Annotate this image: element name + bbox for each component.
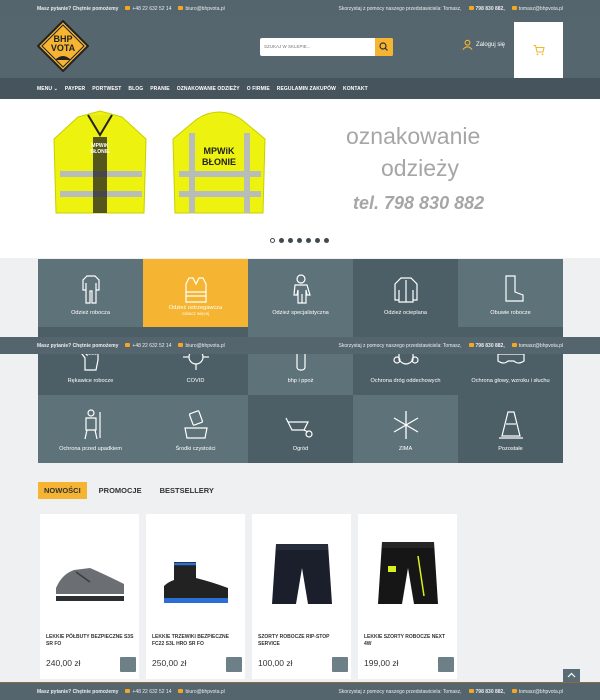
logo[interactable] bbox=[37, 20, 89, 72]
search-icon bbox=[375, 38, 393, 56]
svg-text:BHP: BHP bbox=[53, 34, 73, 44]
harness-icon bbox=[74, 408, 108, 442]
phone-icon bbox=[469, 689, 474, 693]
nav-o-firmie[interactable]: O FIRMIE bbox=[246, 85, 270, 92]
cleaning-icon bbox=[179, 408, 213, 442]
hazmat-suit-icon bbox=[284, 272, 318, 306]
hi-vis-jacket-front-image bbox=[167, 109, 272, 229]
rep-email-link[interactable]: tomasz@bhpvota.pl bbox=[512, 343, 563, 349]
category-odziez-robocza[interactable]: Odzież robocza bbox=[38, 259, 143, 327]
product-name[interactable]: LEKKIE SZORTY ROBOCZE NEXT 4W bbox=[364, 634, 446, 647]
nav-payper[interactable]: PAYPER bbox=[64, 85, 86, 92]
phone-icon bbox=[125, 6, 130, 10]
email-link[interactable]: biuro@bhpvota.pl bbox=[178, 343, 224, 349]
slider-dot[interactable] bbox=[315, 238, 320, 243]
hi-vis-jacket-back-image bbox=[48, 109, 153, 229]
slider-dot[interactable] bbox=[288, 238, 293, 243]
add-to-cart-button[interactable] bbox=[120, 657, 136, 672]
nav-kontakt[interactable]: KONTAKT bbox=[342, 85, 368, 92]
navy-shorts-image bbox=[262, 526, 342, 624]
category-bhp-ppoz[interactable]: bhp i ppoż bbox=[248, 327, 353, 395]
mail-icon bbox=[512, 343, 517, 347]
phone-link[interactable]: +48 22 632 52 14 bbox=[125, 343, 171, 349]
banner-heading-line1: oznakowanie bbox=[346, 123, 481, 149]
email-link[interactable]: biuro@bhpvota.pl bbox=[178, 689, 224, 695]
black-shorts-image bbox=[368, 526, 448, 624]
product-name[interactable]: LEKKIE PÓŁBUTY BEZPIECZNE S3S SR FO bbox=[46, 634, 134, 647]
main-nav bbox=[0, 78, 600, 99]
rep-email-link[interactable]: tomasz@bhpvota.pl bbox=[512, 6, 563, 12]
product-card[interactable] bbox=[252, 514, 351, 679]
login-link[interactable] bbox=[462, 39, 505, 50]
category-grid bbox=[38, 259, 563, 464]
product-card[interactable] bbox=[40, 514, 139, 679]
rep-phone-link[interactable]: 798 830 882, bbox=[469, 6, 505, 12]
svg-text:BŁONIE: BŁONIE bbox=[201, 157, 237, 167]
rep-text: Skorzystaj z pomocy naszego przedstawiciela: Tomasz, bbox=[338, 5, 462, 12]
product-price: 250,00 zł bbox=[152, 658, 187, 668]
tab-bestsellery[interactable]: BESTSELLERY bbox=[159, 486, 214, 495]
category-ogrod[interactable]: Ogród bbox=[248, 395, 353, 463]
search-input[interactable]: SZUKAJ W SKLEPIE... bbox=[264, 44, 311, 49]
product-list bbox=[40, 514, 457, 679]
product-name[interactable]: LEKKIE TRZEWIKI BEZPIECZNE FC22 S3L HRO SR FO bbox=[152, 634, 229, 647]
login-label: Zaloguj się bbox=[476, 41, 506, 48]
banner-phone: tel. 798 830 882 bbox=[353, 193, 485, 213]
mail-icon bbox=[512, 6, 517, 10]
product-tabs bbox=[38, 482, 220, 499]
svg-text:VOTA: VOTA bbox=[50, 43, 76, 53]
slider-dots bbox=[270, 238, 329, 243]
product-price: 240,00 zł bbox=[46, 658, 81, 668]
category-odziez-ocieplana[interactable]: Odzież ocieplana bbox=[353, 259, 458, 327]
user-icon bbox=[462, 39, 473, 50]
rep-text: Skorzystaj z pomocy naszego przedstawiciela: Tomasz, bbox=[338, 688, 462, 695]
category-odziez-ostrzegawcza[interactable]: Odzież ostrzegawcza zobacz więcej bbox=[143, 259, 248, 327]
category-rekawice-robocze[interactable]: Rękawice robocze bbox=[38, 327, 143, 395]
phone-link[interactable]: +48 22 632 52 14 bbox=[125, 6, 171, 12]
mail-icon bbox=[178, 343, 183, 347]
email-link[interactable]: biuro@bhpvota.pl bbox=[178, 6, 224, 12]
category-ochrona-przed-upadkiem[interactable]: Ochrona przed upadkiem bbox=[38, 395, 143, 463]
nav-blog[interactable]: BLOG bbox=[128, 85, 144, 92]
product-price: 100,00 zł bbox=[258, 658, 293, 668]
phone-icon bbox=[125, 689, 130, 693]
phone-icon bbox=[469, 6, 474, 10]
nav-oznakowanie[interactable]: OZNAKOWANIE ODZIEŻY bbox=[176, 85, 240, 92]
product-card[interactable] bbox=[146, 514, 245, 679]
see-more-link[interactable]: zobacz więcej bbox=[181, 311, 210, 316]
winter-jacket-icon bbox=[389, 272, 423, 306]
nav-portwest[interactable]: PORTWEST bbox=[92, 85, 122, 92]
category-ochrona-glowy[interactable]: Ochrona głowy, wzroku i słuchu bbox=[458, 327, 563, 395]
slider-dot[interactable] bbox=[270, 238, 275, 243]
phone-icon bbox=[469, 343, 474, 347]
chevron-up-icon bbox=[563, 669, 580, 682]
svg-text:BŁONIE: BŁONIE bbox=[90, 149, 110, 155]
snowflake-icon bbox=[389, 408, 423, 442]
sticky-info-bar bbox=[0, 337, 600, 354]
cone-icon bbox=[494, 408, 528, 442]
phone-link[interactable]: +48 22 632 52 14 bbox=[125, 689, 171, 695]
svg-text:MPWiK: MPWiK bbox=[91, 143, 109, 149]
search-bar bbox=[260, 38, 393, 56]
coverall-icon bbox=[74, 272, 108, 306]
scroll-to-top-button[interactable] bbox=[563, 669, 580, 682]
wheelbarrow-icon bbox=[284, 408, 318, 442]
search-button[interactable] bbox=[375, 38, 393, 56]
help-question: Masz pytanie? Chętnie pomożemy bbox=[37, 342, 119, 349]
boot-icon bbox=[494, 272, 528, 306]
rep-email-link[interactable]: tomasz@bhpvota.pl bbox=[512, 689, 563, 695]
tab-promocje[interactable]: PROMOCJE bbox=[98, 486, 142, 495]
slider-dot[interactable] bbox=[324, 238, 329, 243]
bottom-info-bar bbox=[0, 683, 600, 700]
grey-shoe-image bbox=[50, 526, 130, 624]
add-to-cart-button[interactable] bbox=[226, 657, 242, 672]
rep-text: Skorzystaj z pomocy naszego przedstawiciela: Tomasz, bbox=[338, 342, 462, 349]
category-covid[interactable]: COVID bbox=[143, 327, 248, 395]
help-question: Masz pytanie? Chętnie pomożemy bbox=[37, 688, 119, 695]
cart-icon bbox=[533, 44, 545, 56]
nav-regulamin[interactable]: REGULAMIN ZAKUPÓW bbox=[276, 85, 336, 92]
phone-icon bbox=[125, 343, 130, 347]
add-to-cart-button[interactable] bbox=[438, 657, 454, 672]
help-question: Masz pytanie? Chętnie pomożemy bbox=[37, 5, 119, 12]
category-obuwie-robocze[interactable]: Obuwie robocze bbox=[458, 259, 563, 327]
site-header bbox=[0, 17, 600, 78]
black-boot-image bbox=[156, 526, 236, 624]
hero-banner[interactable] bbox=[0, 99, 600, 258]
category-zima[interactable]: ZIMA bbox=[353, 395, 458, 463]
category-srodki-czystosci[interactable]: Środki czystości bbox=[143, 395, 248, 463]
category-pozostale[interactable]: Pozostałe bbox=[458, 395, 563, 463]
vest-icon bbox=[179, 272, 213, 306]
tab-nowosci[interactable]: NOWOŚCI bbox=[38, 482, 87, 499]
category-ochrona-drog-oddechowych[interactable]: Ochrona dróg oddechowych bbox=[353, 327, 458, 395]
nav-menu[interactable]: MENU ⌄ bbox=[37, 85, 58, 92]
rep-phone-link[interactable]: 798 830 882, bbox=[469, 689, 505, 695]
svg-text:MPWiK: MPWiK bbox=[203, 146, 235, 156]
rep-phone-link[interactable]: 798 830 882, bbox=[469, 343, 505, 349]
product-name[interactable]: SZORTY ROBOCZE RIP-STOP SERVICE bbox=[258, 634, 330, 647]
slider-dot[interactable] bbox=[306, 238, 311, 243]
mail-icon bbox=[512, 689, 517, 693]
product-card[interactable] bbox=[358, 514, 457, 679]
add-to-cart-button[interactable] bbox=[332, 657, 348, 672]
product-price: 199,00 zł bbox=[364, 658, 399, 668]
top-info-bar bbox=[0, 0, 600, 17]
category-odziez-specjalistyczna[interactable]: Odzież specjalistyczna bbox=[248, 259, 353, 327]
slider-dot[interactable] bbox=[279, 238, 284, 243]
mail-icon bbox=[178, 6, 183, 10]
slider-dot[interactable] bbox=[297, 238, 302, 243]
nav-pranie[interactable]: PRANIE bbox=[150, 85, 170, 92]
banner-heading-line2: odzieży bbox=[381, 155, 459, 181]
mail-icon bbox=[178, 689, 183, 693]
